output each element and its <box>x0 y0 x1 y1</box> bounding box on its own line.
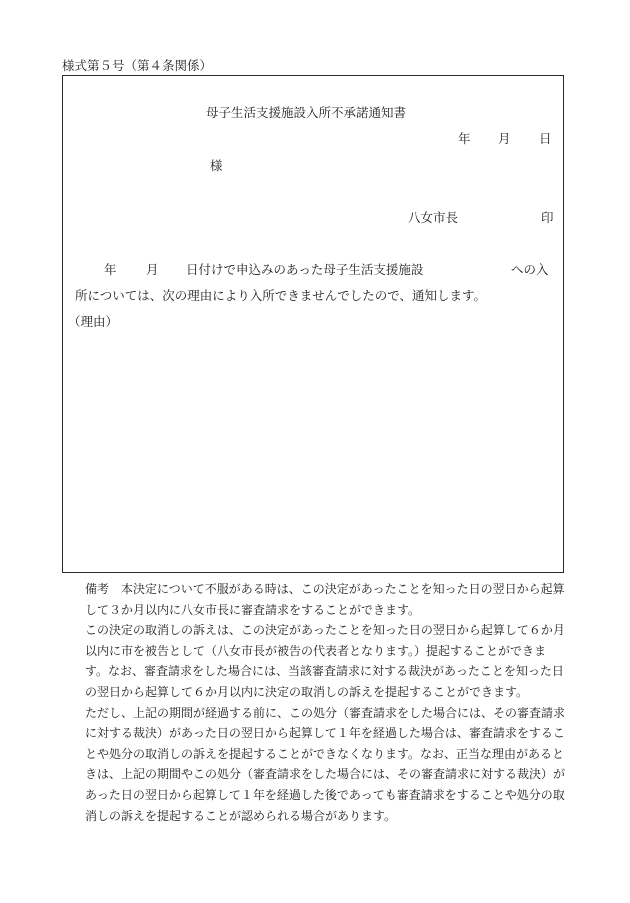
notice-frame <box>62 75 564 573</box>
document-title: 母子生活支援施設入所不承諾通知書 <box>206 105 407 120</box>
notes-label: 備考 <box>85 582 110 596</box>
seal-mark: 印 <box>541 210 554 225</box>
note-paragraph-1 <box>62 579 567 620</box>
reason-label: （理由） <box>68 314 119 329</box>
notes-section <box>62 579 567 826</box>
note-paragraph-2: この決定の取消しの訴えは、この決定があったことを知った日の翌日から起算して６か月以内に市を被告として（八女市長が被告の代表者となります。）提起することができます。なお、審査請求をした場合には、当該審査請求に対する裁決があったことを知った日の翌日から起算して６か月以内に決定の取消しの訴えを提起することができます。 <box>85 623 565 699</box>
body-line1-middle: 日付けで申込みのあった母子生活支援施設 <box>186 262 424 277</box>
addressee-suffix: 様 <box>210 158 223 173</box>
note-text-1: 本決定について不服がある時は、この決定があったことを知った日の翌日から起算して３か月以内に八女市長に審査請求をすることができます。 <box>85 582 565 617</box>
body-month-label: 月 <box>146 262 159 277</box>
date-year-label: 年 <box>458 131 471 146</box>
note-paragraph-3: ただし、上記の期間が経過する前に、この処分（審査請求をした場合には、その審査請求に対する裁決）があった日の翌日から起算して１年を経過した場合は、審査請求をすることや処分の取消しの訴えを提起することができなくなります。なお、正当な理由があるときは、上記の期間やこの処分（審査請求をした場合には、その審査請求に対する裁決）があった日の翌日から起算して１年を経過した後であっても審査請求をすることや処分の取消しの訴えを提起することが認められる場合があります。 <box>85 705 566 823</box>
body-year-label: 年 <box>104 262 117 277</box>
form-code-label: 様式第５号（第４条関係） <box>62 58 213 73</box>
body-line2: 所については、次の理由により入所できませんでしたので、通知します。 <box>75 288 487 303</box>
body-line1-end: への入 <box>511 262 549 277</box>
date-day-label: 日 <box>539 131 552 146</box>
date-month-label: 月 <box>498 131 511 146</box>
issuer-name: 八女市長 <box>408 210 459 225</box>
